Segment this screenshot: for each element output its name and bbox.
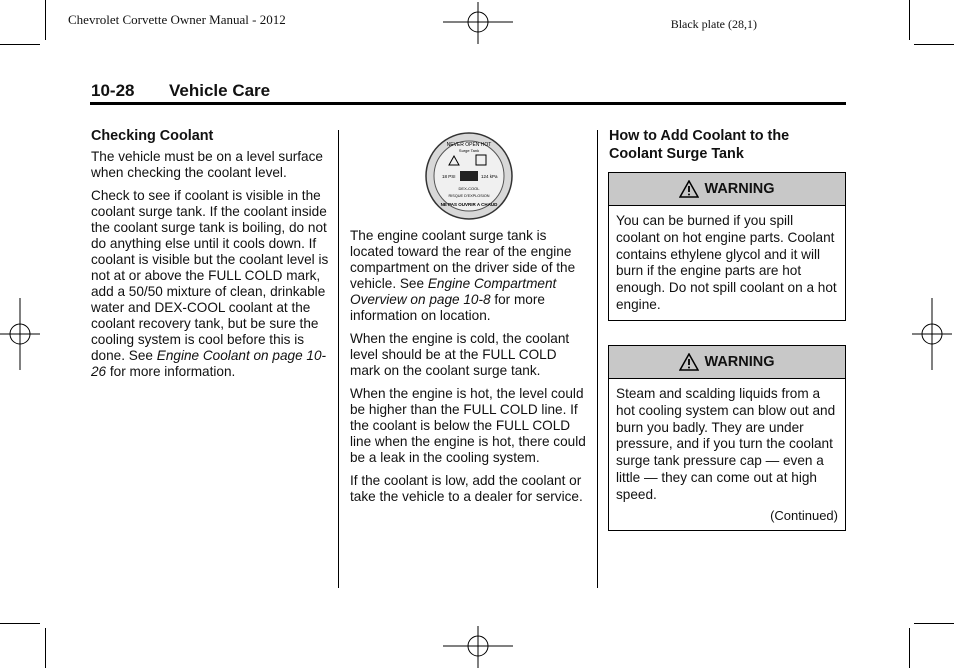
crop-mark: [0, 623, 40, 624]
column-add-coolant: [609, 127, 845, 167]
column-checking-coolant: [91, 127, 331, 387]
registration-mark-bottom: [443, 626, 513, 668]
section-title: Vehicle Care: [169, 81, 271, 100]
column-surge-tank-location: [350, 228, 590, 512]
warning-text: Steam and scalding liquids from a hot cooling system can blow out and burn you badly. They are under pressure, and if you turn the coolant surge tank pressure cap — even a little — they can come out at high speed.: [616, 386, 836, 502]
column-divider: [338, 130, 339, 588]
crop-mark: [914, 623, 954, 624]
svg-text:RISQUE D'EXPLOSION: RISQUE D'EXPLOSION: [448, 194, 490, 198]
column-divider: [597, 130, 598, 588]
cross-reference-link[interactable]: Engine Compartment Overview on page 10-8: [350, 276, 557, 307]
svg-text:Surge Tank: Surge Tank: [458, 148, 480, 153]
warning-text: You can be burned if you spill coolant on hot engine parts. Coolant contains ethylene glycol and it will burn if the engine parts are hot enough. Do not spill coolant on a hot engine.: [616, 213, 837, 312]
surge-tank-cap-illustration: [424, 131, 514, 226]
crop-mark: [45, 628, 46, 668]
svg-text:NE PAS OUVRIR A CHAUD: NE PAS OUVRIR A CHAUD: [440, 202, 498, 207]
warning-box-steam: [608, 345, 846, 531]
crop-mark: [909, 628, 910, 668]
paragraph: If the coolant is low, add the coolant or take the vehicle to a dealer for service.: [350, 473, 583, 504]
paragraph: The engine coolant surge tank is located toward the rear of the engine compartment on the driver side of the vehicle. See Engine Compartment Overview on page 10-8 for more information on location.: [350, 228, 576, 323]
header-rule: [90, 102, 846, 105]
warning-icon: [679, 180, 699, 198]
manual-title: Chevrolet Corvette Owner Manual - 2012: [68, 12, 286, 27]
warning-box-burn: [608, 172, 846, 321]
registration-mark-left: [0, 298, 40, 370]
paragraph: Check to see if coolant is visible in the coolant surge tank. If the coolant inside the coolant surge tank is boiling, do not do anything else until it cools down. If coolant is visible but the coolant level is not at or above the FULL COLD mark, add a 50/50 mixture of clean, drinkable water and DEX-COOL coolant at the coolant recovery tank, but be sure the cooling system is cool before this is done. See Engine Coolant on page 10-26 for more information.: [91, 188, 329, 379]
warning-header: [609, 346, 845, 379]
warning-body: [609, 379, 845, 530]
paragraph: The vehicle must be on a level surface when checking the coolant level.: [91, 149, 323, 180]
crop-mark: [0, 44, 40, 45]
cross-reference-link[interactable]: Engine Coolant on page 10-26: [91, 348, 327, 379]
section-heading: [91, 81, 270, 101]
warning-icon: [679, 353, 699, 371]
page-number: 10-28: [91, 81, 135, 100]
svg-text:NEVER OPEN HOT: NEVER OPEN HOT: [446, 142, 492, 148]
registration-mark-top: [443, 2, 513, 44]
svg-text:124 kPa: 124 kPa: [481, 174, 498, 179]
continued-label: (Continued): [770, 507, 838, 523]
warning-label: WARNING: [704, 354, 775, 370]
crop-mark: [45, 0, 46, 40]
paragraph: When the engine is cold, the coolant level should be at the FULL COLD mark on the coolant surge tank.: [350, 331, 570, 378]
registration-mark-right: [912, 298, 952, 370]
svg-text:DEX-COOL: DEX-COOL: [458, 186, 480, 191]
heading-checking-coolant: Checking Coolant: [91, 128, 214, 144]
crop-mark: [909, 0, 910, 40]
crop-mark: [914, 44, 954, 45]
warning-header: [609, 173, 845, 206]
paragraph: When the engine is hot, the level could be higher than the FULL COLD line. If the coolant is below the FULL COLD line when the engine is hot, there could be a leak in the cooling system.: [350, 386, 586, 465]
svg-text:18 PSI: 18 PSI: [442, 174, 456, 179]
warning-label: WARNING: [704, 181, 775, 197]
heading-add-coolant: How to Add Coolant to the Coolant Surge Tank: [609, 128, 790, 162]
plate-label: Black plate (28,1): [670, 17, 757, 31]
